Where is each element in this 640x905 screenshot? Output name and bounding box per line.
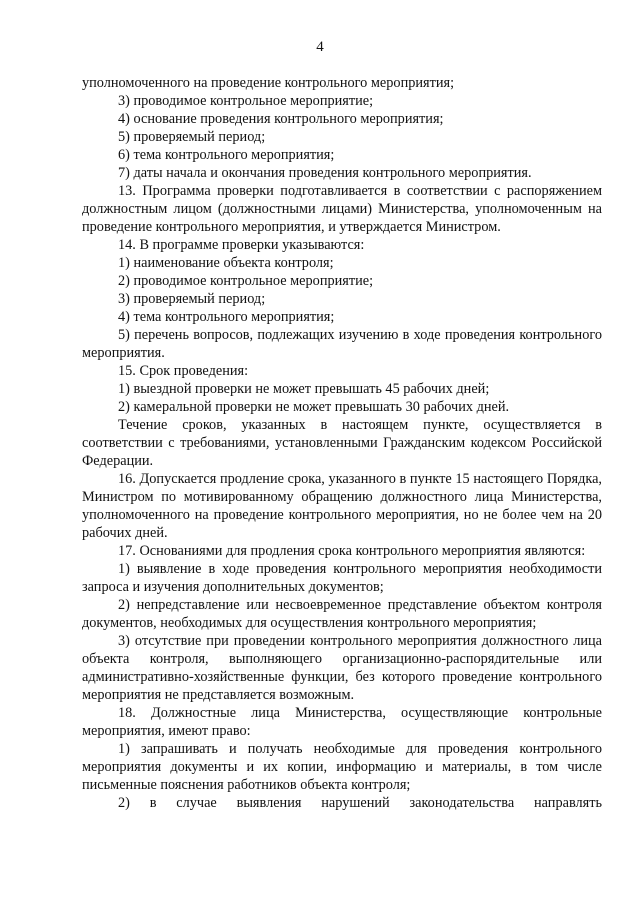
list-item: 3) проводимое контрольное мероприятие;: [118, 93, 374, 109]
list-item: 7) даты начала и окончания проведения контрольного мероприятия.: [118, 165, 532, 181]
list-item: 6) тема контрольного мероприятия;: [118, 147, 335, 163]
paragraph-16: 16. Допускается продление срока, указанного в пункте 15 настоящего Порядка, Министром по мотивированному обращению должностного лица Министерства, уполномоченного на проведение контрольного мероприятия, но не более чем на 20 рабочих дней.: [82, 471, 602, 541]
document-body: [82, 74, 602, 812]
list-item: 5) проверяемый период;: [118, 129, 266, 145]
list-item: 3) проверяемый период;: [118, 291, 266, 307]
paragraph-18: 18. Должностные лица Министерства, осуществляющие контрольные мероприятия, имеют право:: [82, 705, 602, 739]
list-item: 1) выявление в ходе проведения контрольного мероприятия необходимости запроса и изучения дополнительных документов;: [82, 561, 602, 595]
paragraph-17: 17. Основаниями для продления срока контрольного мероприятия являются:: [118, 543, 586, 559]
paragraph-14: 14. В программе проверки указываются:: [118, 237, 365, 253]
list-item: 4) основание проведения контрольного мероприятия;: [118, 111, 444, 127]
list-item: 4) тема контрольного мероприятия;: [118, 309, 335, 325]
list-item: 2) в случае выявления нарушений законодательства направлять: [118, 795, 602, 811]
paragraph-15: 15. Срок проведения:: [118, 363, 249, 379]
list-item: 1) запрашивать и получать необходимые для проведения контрольного мероприятия документы и их копии, информацию и материалы, в том числе письменные пояснения работников объекта контроля;: [82, 741, 602, 793]
paragraph-terms: Течение сроков, указанных в настоящем пункте, осуществляется в соответствии с требованиями, установленными Гражданским кодексом Российской Федерации.: [82, 417, 602, 469]
paragraph-13: 13. Программа проверки подготавливается в соответствии с распоряжением должностным лицом (должностными лицами) Министерства, уполномоченным на проведение контрольного мероприятия, и утверждается Министром.: [82, 183, 602, 235]
list-item: 2) проводимое контрольное мероприятие;: [118, 273, 374, 289]
page-number: 4: [316, 39, 324, 55]
list-item: 2) непредставление или несвоевременное представление объектом контроля документов, необходимых для осуществления контрольного мероприятия;: [82, 597, 602, 631]
list-item: 2) камеральной проверки не может превышать 30 рабочих дней.: [118, 399, 510, 415]
list-item: 5) перечень вопросов, подлежащих изучению в ходе проведения контрольного мероприятия.: [82, 327, 602, 361]
list-item: 1) наименование объекта контроля;: [118, 255, 334, 271]
list-item: 1) выездной проверки не может превышать 45 рабочих дней;: [118, 381, 490, 397]
paragraph-continuation: уполномоченного на проведение контрольного мероприятия;: [82, 75, 455, 91]
list-item: 3) отсутствие при проведении контрольного мероприятия должностного лица объекта контроля, выполняющего организационно-распорядительные или административно-хозяйственные функции, без которого проведение контрольного мероприятия не представляется возможным.: [82, 633, 602, 703]
